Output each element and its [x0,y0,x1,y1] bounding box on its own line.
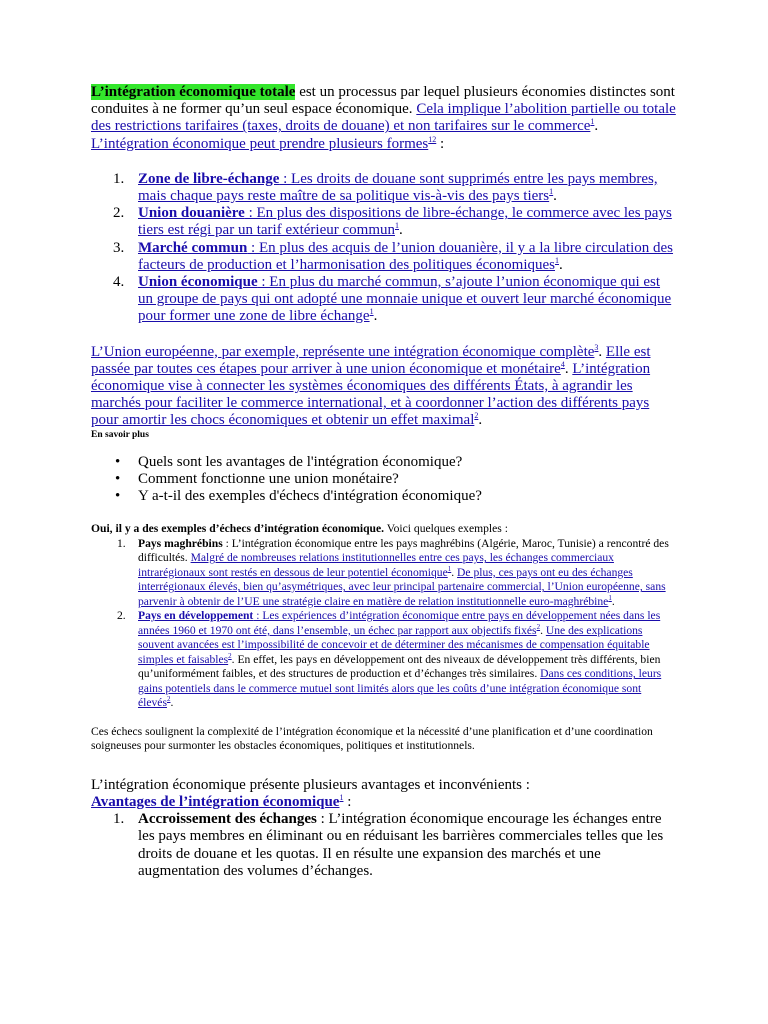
footnote-ref[interactable]: 1 [395,221,399,231]
intro-text: est un processus par lequel plusieurs économies distinctes sont conduites à ne former qu’un seul espace économique. [91,84,675,118]
failures-lead: Oui, il y a des exemples d’échecs d’intégration économique. [91,522,385,536]
punctuation: . [373,308,378,325]
punctuation: : [343,793,352,810]
failures-intro [91,522,677,537]
intro-paragraph [91,84,677,153]
pros-intro: L’intégration économique présente plusieurs avantages et inconvénients : [91,776,530,793]
failure-link[interactable]: : Les expériences d’intégration économique entre pays en développement nées dans les années 1960 et 1970 ont été, dans l’ensemble, un échec par rapport aux objectifs fixés [138,609,661,637]
question-text: Comment fonctionne une union monétaire? [138,470,399,487]
footnote-ref[interactable]: 1 [369,307,374,317]
failures-list [91,537,677,711]
form-title-link[interactable]: Zone de libre-échange [138,170,280,187]
intro-text-2: . [594,118,599,135]
footnote-ref[interactable]: 1 [608,593,612,602]
failure-link-2[interactable]: De plus, ces pays ont eu des échanges interrégionaux élevés, bien qu’asymétriques, avec leur principal partenaire commercial, l’Union européenne, sans parvenir à obtenir de l’UE une stratégie claire en matière de relation institutionnelle euro-maghrébine [138,565,666,608]
intro-text-3: : [436,135,445,152]
eu-link-stages[interactable]: Elle est passée par toutes ces étapes pour arriver à une union économique et monétaire [91,343,651,377]
question-text: Quels sont les avantages de l'intégration économique? [138,453,463,470]
question-text: Y a-t-il des exemples d'échecs d'intégration économique? [138,488,482,505]
list-number: 2. [113,205,125,222]
list-item [91,274,677,326]
footnote-ref[interactable]: 3 [594,342,599,352]
footnote-ref[interactable]: 4 [560,359,565,369]
list-number: 1. [113,811,125,828]
failure-title: Pays maghrébins [138,536,223,550]
question-item[interactable] [91,454,677,471]
footnote-ref[interactable]: 1 [554,255,559,265]
question-item[interactable] [91,471,677,488]
punctuation: . [399,222,403,239]
punctuation: . [611,594,615,608]
eu-paragraph [91,344,677,430]
bullet-icon: • [115,453,121,470]
list-item [91,537,677,610]
punctuation: . [598,343,606,360]
list-item [91,609,677,711]
bullet-icon: • [115,488,121,505]
list-number: 4. [113,274,125,291]
form-title-link[interactable]: Marché commun [138,239,248,256]
list-number: 1. [117,536,126,550]
pros-list [91,811,677,880]
forms-list [91,171,677,326]
bullet-icon: • [115,470,121,487]
form-title-link[interactable]: Union douanière [138,205,245,222]
punctuation: . [451,565,458,579]
failure-text: : L’intégration économique entre les pays maghrébins (Algérie, Maroc, Tunisie) a rencontré des difficultés. [138,536,669,565]
list-item [91,205,677,239]
footnote-ref[interactable]: 1 [590,117,595,127]
footnote-ref[interactable]: 2 [166,695,171,704]
eu-link-aims[interactable]: L’intégration économique vise à connecter les systèmes économiques des différents États, à agrandir les marchés pour faciliter le commerce international, et à coordonner l’action des différents pays pour amortir les chocs économiques et obtenir un effet maximal [91,360,651,429]
list-item [91,171,677,205]
failure-link[interactable]: Malgré de nombreuses relations institutionnelles entre ces pays, les échanges commerciaux intrarégionaux sont restés en dessous de leur potentiel économique [138,551,614,579]
failure-link-3[interactable]: Dans ces conditions, leurs gains potentiels dans le commerce mutuel sont limités alors que les coûts d’une intégration économique sont élevés [138,667,662,710]
footnote-ref[interactable]: 1 [339,792,344,802]
footnote-ref[interactable]: 1 [549,187,554,197]
punctuation: . [564,360,573,377]
list-item [91,811,677,880]
footnote-ref[interactable]: 2 [228,651,232,660]
list-item [91,240,677,274]
list-number: 1. [113,170,125,187]
failure-text: . En effet, les pays en développement ont des niveaux de développement très différents, bien qu’uniformément faibles, et des structures de production et d’échanges très similaires. [138,652,661,681]
footnote-ref[interactable]: 1 [447,564,452,573]
failures-conclusion: Ces échecs soulignent la complexité de l’intégration économique et la nécessité d’une planification et d’une coordination soigneuses pour surmonter les obstacles économiques, politiques et institutionnels. [91,724,653,753]
failure-title-link[interactable]: Pays en développement [138,609,254,623]
footnote-ref[interactable]: 2 [536,622,541,631]
question-item[interactable] [91,488,677,505]
key-term: L’intégration économique totale [91,84,296,100]
list-number: 2. [117,609,126,623]
footnote-ref[interactable]: 2 [474,411,479,421]
form-description-link[interactable]: : En plus des dispositions de libre-échange, le commerce avec les pays tiers est régi par un tarif extérieur commun [138,205,672,239]
eu-link-complete[interactable]: L’Union européenne, par exemple, représente une intégration économique complète [91,343,595,360]
pros-heading-link[interactable]: Avantages de l’intégration économique [91,793,340,810]
questions-list [91,454,677,506]
failures-rest: Voici quelques exemples : [384,522,508,536]
pro-title: Accroissement des échanges [138,811,317,828]
document-page [91,84,677,880]
punctuation: . [478,412,483,429]
form-title-link[interactable]: Union économique [138,274,258,291]
intro-link-forms[interactable]: L’intégration économique peut prendre plusieurs formes [91,135,429,152]
footnote-ref[interactable]: 12 [428,134,437,144]
form-description-link[interactable]: : En plus du marché commun, s’ajoute l’union économique qui est un groupe de pays qui ont adopté une monnaie unique et ouvert leur marché économique pour former une zone de libre échange [138,274,672,325]
list-number: 3. [113,239,125,256]
form-description-link[interactable]: : Les droits de douane sont supprimés entre les pays membres, mais chaque pays reste maître de sa politique vis-à-vis des pays tiers [138,170,658,205]
punctuation: . [540,623,546,637]
pro-text: : L’intégration économique encourage les échanges entre les pays membres en éliminant ou en réduisant les barrières commerciales telles que les droits de douane et les quotas. Il en résulte une expansion des marchés et une augmentation des volumes d’échanges. [138,811,664,879]
intro-link-abolition[interactable]: Cela implique l’abolition partielle ou totale des restrictions tarifaires (taxes, droits de douane) et non tarifaires sur le commerce [91,101,676,135]
punctuation: . [170,696,174,710]
en-savoir-plus-label: En savoir plus [91,429,149,440]
punctuation: . [558,256,563,273]
punctuation: . [553,188,557,205]
form-description-link[interactable]: : En plus des acquis de l’union douanière, il y a la libre circulation des facteurs de production et l’harmonisation des politiques économiques [138,239,674,273]
pros-heading [91,794,677,811]
failure-link-2[interactable]: Une des explications souvent avancées est l’impossibilité de concevoir et de déterminer des mécanismes de compensation équitable simples et faisables [138,623,650,666]
